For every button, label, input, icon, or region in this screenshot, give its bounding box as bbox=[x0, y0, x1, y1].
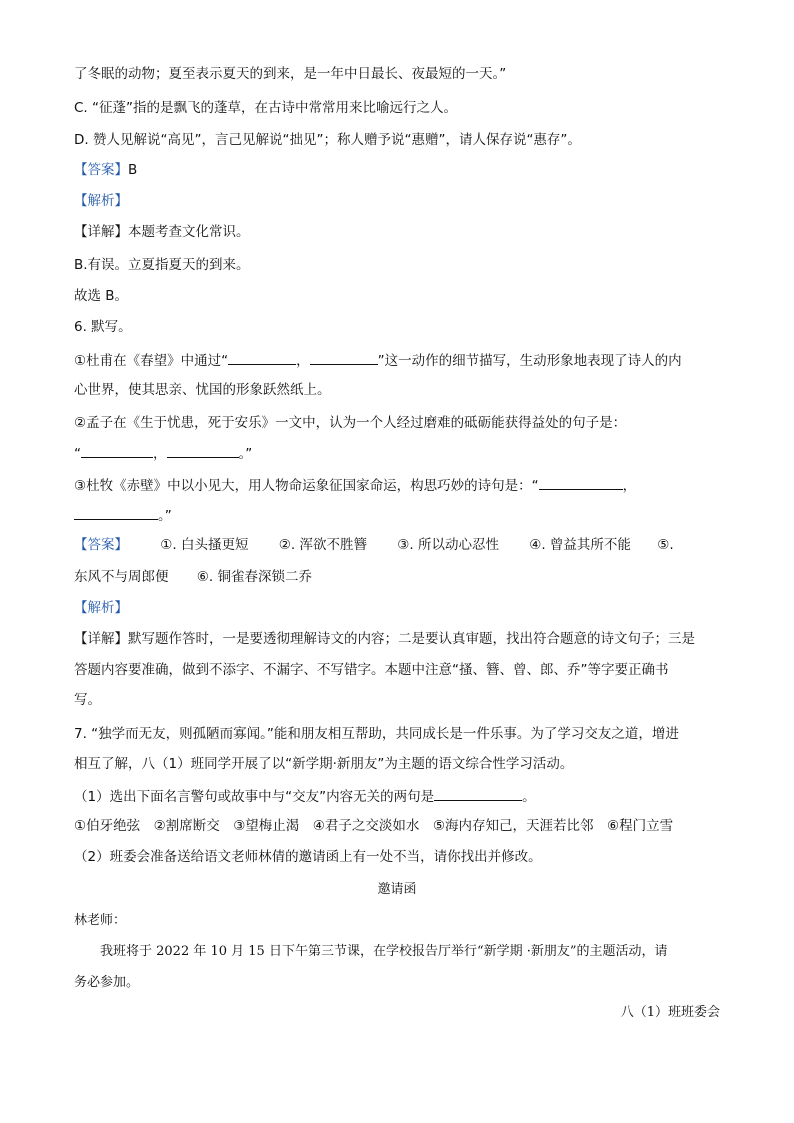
letter-title: 邀请函 bbox=[377, 882, 417, 897]
options-line: ①伯牙绝弦 ②割席断交 ③望梅止渴 ④君子之交淡如水 ⑤海内存知己，天涯若比邻 ⑥程门立雪 bbox=[74, 818, 674, 834]
detail-text: 本题考查文化常识。 bbox=[128, 224, 250, 240]
letter-greeting: 林老师： bbox=[74, 913, 127, 928]
answer-item: ④. 曾益其所不能 bbox=[529, 537, 631, 553]
answer-item: ②. 浑欲不胜簪 bbox=[278, 537, 367, 553]
fill-blank bbox=[310, 350, 378, 365]
fill-blank bbox=[434, 786, 522, 801]
text-line: 了冬眠的动物；夏至表示夏天的到来，是一年中日最长、夜最短的一天。” bbox=[74, 66, 507, 82]
detail-text: 默写题作答时，一是要透彻理解诗文的内容；二是要认真审题，找出符合题意的诗文句子；三是 bbox=[128, 631, 695, 647]
answer-line bbox=[74, 535, 674, 555]
text-fragment: 。” bbox=[158, 508, 172, 524]
question-7-title: 7. “独学而无友，则孤陋而寡闻。”能和朋友相互帮助，共同成长是一件乐事。为了学习交友之道，增进 bbox=[74, 726, 679, 742]
answer-item: ③. 所以动心忍性 bbox=[397, 537, 499, 553]
fill-blank bbox=[539, 475, 623, 490]
answer-label: 【答案】 bbox=[74, 162, 128, 178]
fill-blank bbox=[167, 443, 239, 458]
answer-item: ⑤. bbox=[657, 537, 674, 553]
text-fragment: 。” bbox=[238, 446, 253, 462]
fill-blank bbox=[228, 350, 296, 365]
text-line bbox=[74, 443, 252, 464]
text-fragment: ①杜甫在《春望》中通过“ bbox=[74, 353, 229, 369]
question-7-part-2: （2）班委会准备送给语文老师林倩的邀请函上有一处不当，请你找出并修改。 bbox=[74, 849, 542, 865]
option-d: D. 赞人见解说“高见”，言己见解说“拙见”；称人赠予说“惠赠”，请人保存说“惠存”。 bbox=[74, 132, 581, 148]
question-6-item-3 bbox=[74, 475, 636, 496]
text-fragment: 。 bbox=[522, 789, 536, 805]
text-line bbox=[74, 505, 172, 526]
letter-signature: 八（1）班班委会 bbox=[620, 1005, 720, 1020]
text-fragment: “ bbox=[74, 446, 81, 462]
text-line: B.有误。立夏指夏天的到来。 bbox=[74, 257, 250, 273]
text-line: 故选 B。 bbox=[74, 288, 129, 304]
question-6-item-1 bbox=[74, 350, 682, 371]
answer-line bbox=[74, 160, 137, 180]
answer-label: 【答案】 bbox=[74, 537, 128, 553]
text-fragment: ， bbox=[296, 353, 310, 369]
text-fragment: ”这一动作的细节描写，生动形象地表现了诗人的内 bbox=[377, 353, 682, 369]
answer-item: 东风不与周郎便 bbox=[74, 569, 169, 585]
question-6-item-2: ②孟子在《生于忧患，死于安乐》一文中，认为一个人经过磨难的砥砺能获得益处的句子是： bbox=[74, 415, 627, 431]
question-7-part-1 bbox=[74, 786, 536, 807]
text-fragment: ， bbox=[153, 446, 167, 462]
detail-line bbox=[74, 222, 250, 242]
analysis-label: 【解析】 bbox=[74, 600, 128, 616]
question-6-title: 6. 默写。 bbox=[74, 319, 132, 335]
answer-line-continued bbox=[74, 567, 312, 587]
option-c: C. “征蓬”指的是飘飞的蓬草，在古诗中常常用来比喻远行之人。 bbox=[74, 100, 457, 116]
text-line: 相互了解，八（1）班同学开展了以“新学期·新朋友”为主题的语文综合性学习活动。 bbox=[74, 756, 574, 772]
text-fragment: （1）选出下面名言警句或故事中与“交友”内容无关的两句是 bbox=[74, 789, 435, 805]
fill-blank bbox=[81, 443, 153, 458]
analysis-label: 【解析】 bbox=[74, 193, 128, 209]
text-fragment: ， bbox=[622, 478, 637, 494]
answer-item: ⑥. 铜雀春深锁二乔 bbox=[196, 569, 312, 585]
fill-blank bbox=[74, 505, 158, 520]
detail-label: 【详解】 bbox=[74, 631, 128, 647]
text-fragment: ③杜牧《赤壁》中以小见大，用人物命运象征国家命运，构思巧妙的诗句是：“ bbox=[74, 478, 539, 494]
text-line: 写。 bbox=[74, 692, 101, 708]
letter-body: 务必参加。 bbox=[74, 975, 140, 990]
answer-value: B bbox=[128, 162, 138, 178]
answer-item: ①. 白头搔更短 bbox=[160, 537, 249, 553]
detail-label: 【详解】 bbox=[74, 224, 128, 240]
detail-line bbox=[74, 629, 695, 649]
text-line: 心世界，使其思亲、忧国的形象跃然纸上。 bbox=[74, 382, 331, 398]
text-line: 答题内容要准确，做到不添字、不漏字、不写错字。本题中注意“搔、簪、曾、郎、乔”等字要正确书 bbox=[74, 662, 669, 678]
letter-body: 我班将于 2022 年 10 月 15 日下午第三节课，在学校报告厅举行“新学期 ·新朋友”的主题活动，请 bbox=[100, 944, 668, 959]
